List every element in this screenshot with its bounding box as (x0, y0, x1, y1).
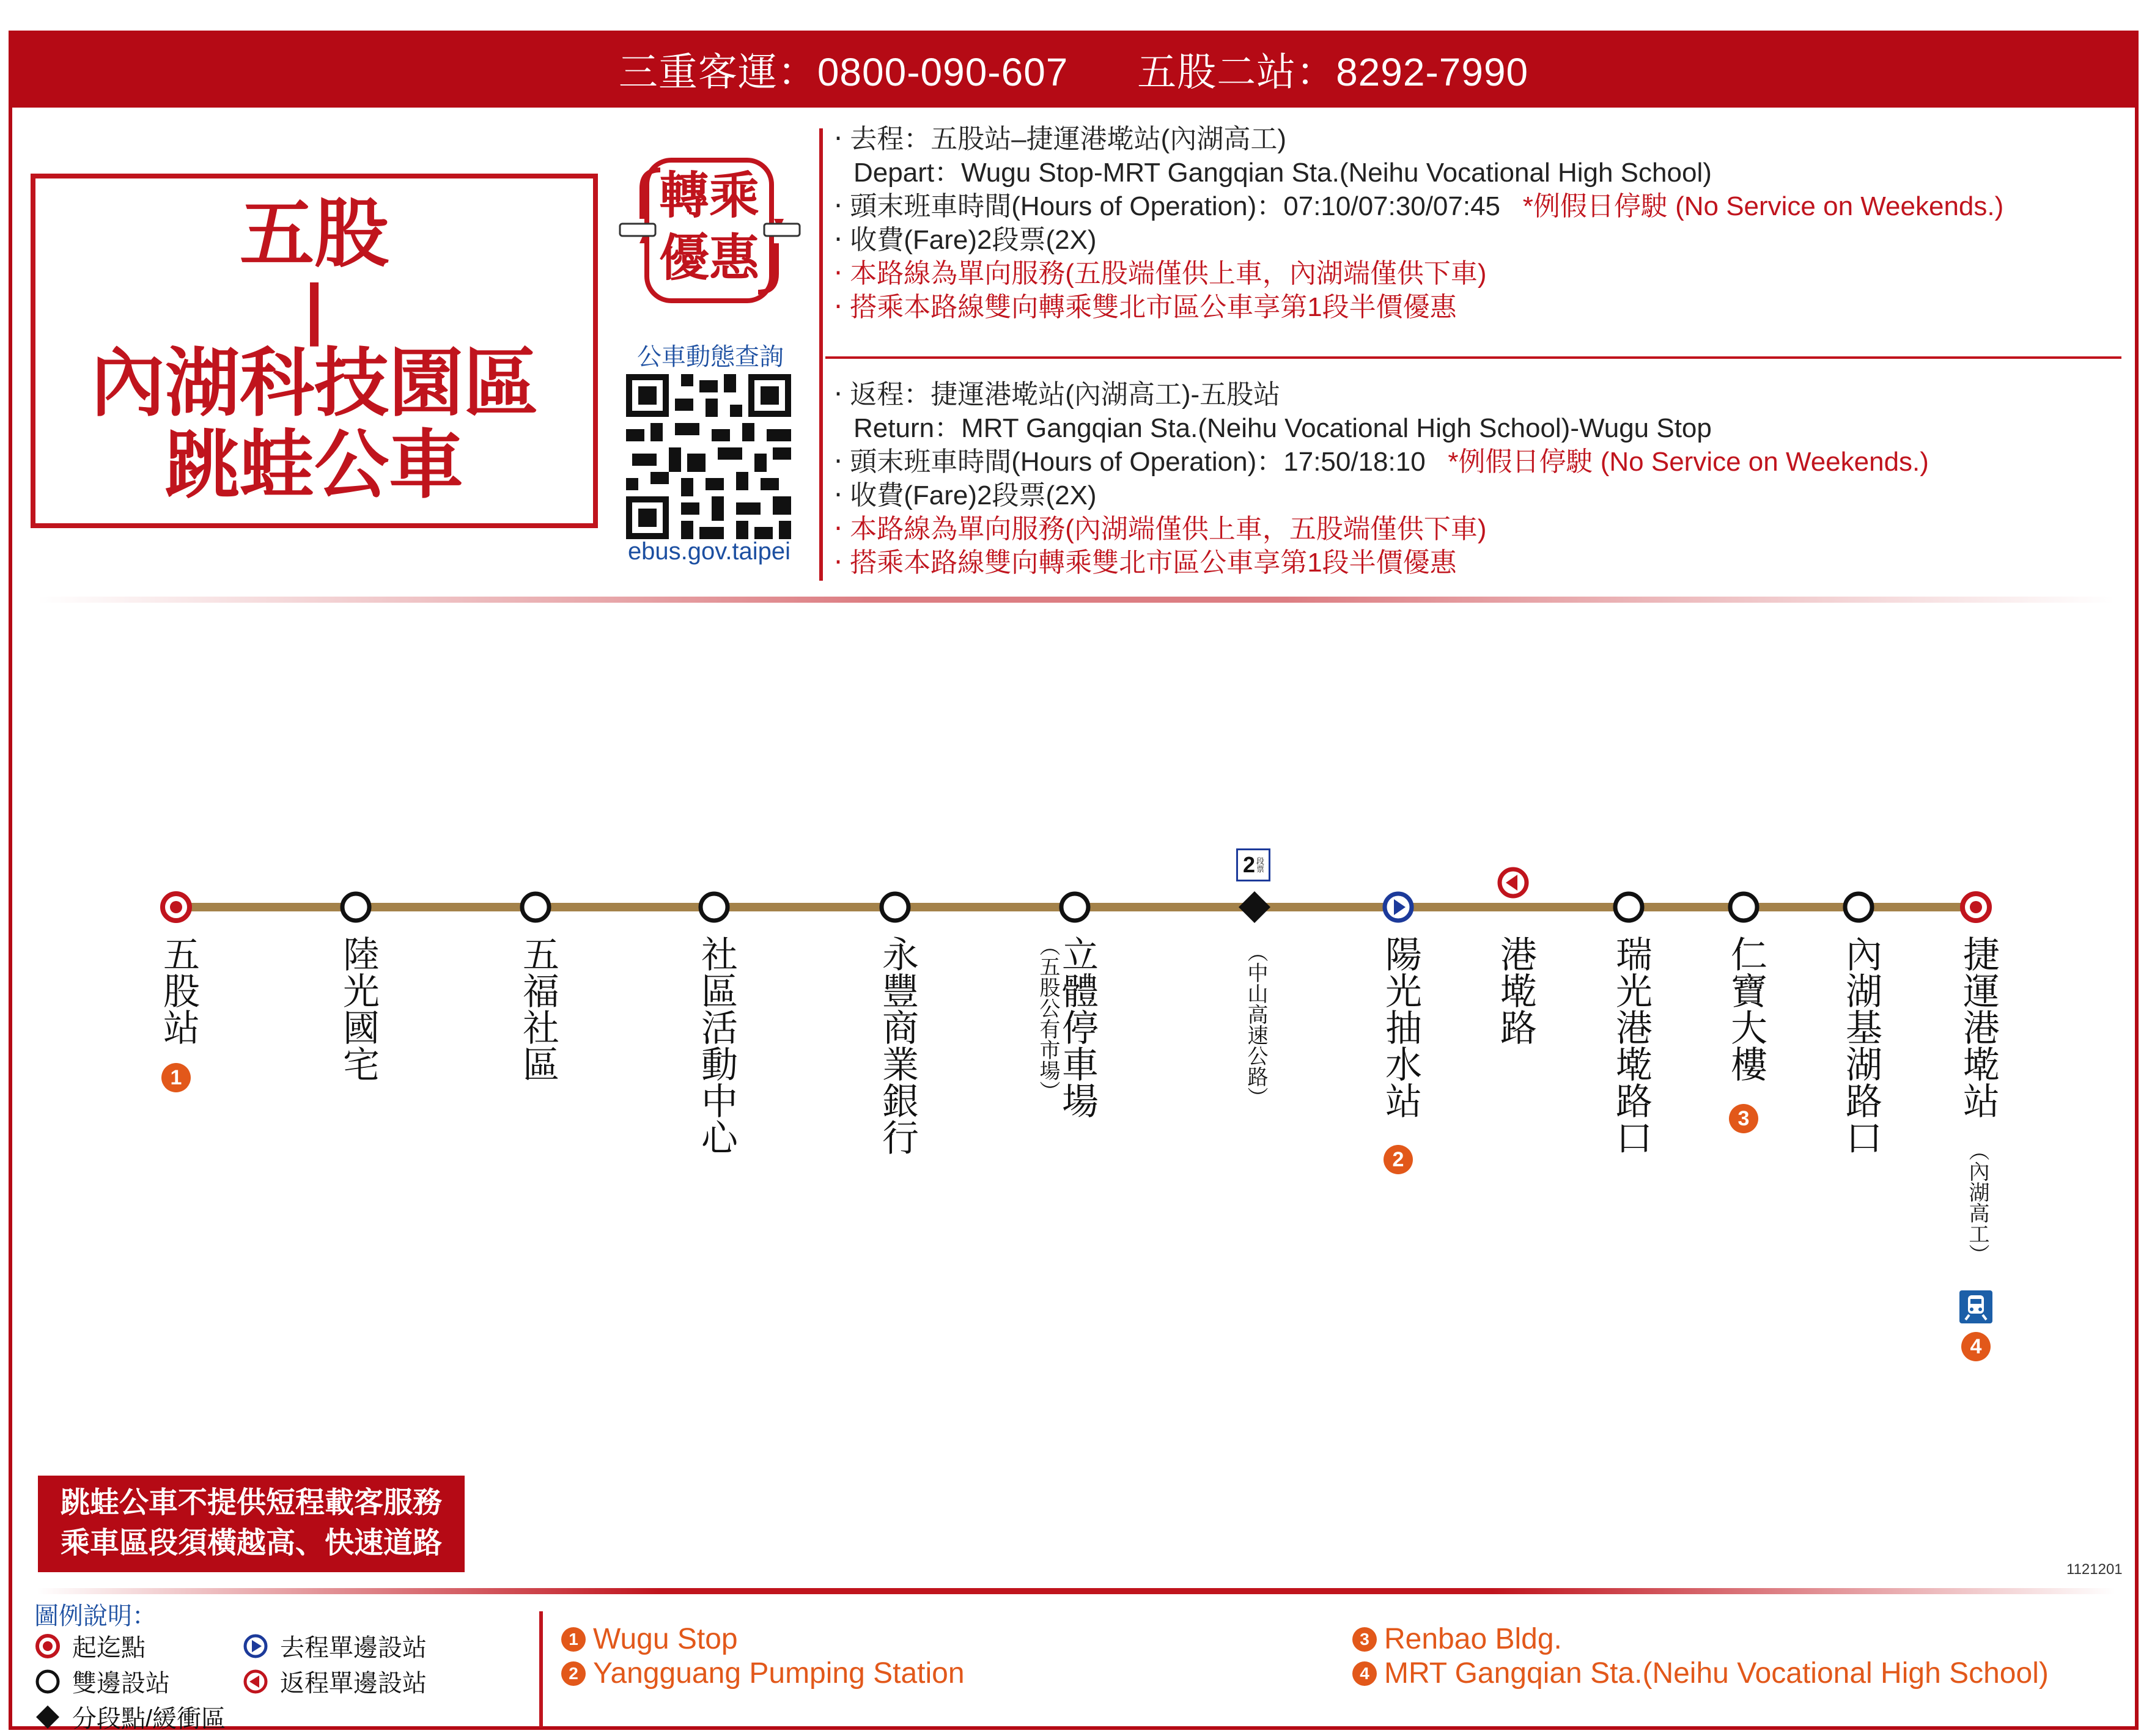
transfer-text-1: 轉乘 (658, 167, 760, 225)
english-stop-3 (1352, 1622, 1562, 1656)
map-code: 1121201 (2066, 1561, 2123, 1578)
return-route: ‧ 返程：捷運港墘站(內湖高工)-五股站 (834, 380, 1281, 410)
legend-return-label: 返程單邊設站 (280, 1670, 427, 1697)
qr-label: 公車動態查詢 (637, 344, 784, 370)
info-divider (819, 128, 823, 581)
depart-info (834, 122, 2003, 324)
legend-title: 圖例說明： (34, 1603, 157, 1630)
fare-section-badge (1236, 848, 1270, 881)
warning-line-2: 乘車區段須橫越高、快速道路 (60, 1527, 442, 1559)
transfer-discount-badge (617, 152, 801, 309)
title-origin: 五股 (240, 191, 389, 278)
depart-weekend-note: *例假日停駛 (No Service on Weekends.) (1522, 191, 2004, 221)
depart-transfer-note: ‧ 搭乘本路線雙向轉乘雙北市區公車享第1段半價優惠 (834, 292, 1457, 322)
outbound-stop-icon (242, 1633, 269, 1660)
header-divider (37, 597, 2115, 603)
section-point-icon (1236, 889, 1273, 925)
stop-number-badge: 1 (161, 1063, 191, 1092)
depart-one-way-note: ‧ 本路線為單向服務(五股端僅供上車，內湖端僅供下車) (834, 259, 1487, 289)
depart-fare: ‧ 收費(Fare)2段票(2X) (834, 225, 1097, 255)
station-phone: 五股二站：8292-7990 (1137, 50, 1529, 94)
route-title-box (31, 174, 598, 528)
stop-number-badge: 4 (1961, 1332, 1991, 1361)
title-destination: 內湖科技園區 (90, 340, 538, 427)
stop-name[interactable]: 永豐商業銀行 (876, 935, 919, 1155)
stop-name[interactable]: 港墘路 (1494, 935, 1537, 1045)
stop-number-1: 1 (561, 1627, 586, 1652)
depart-hours: ‧ 頭末班車時間(Hours of Operation)：07:10/07:30/07:45 (834, 191, 1501, 221)
two-way-stop-icon (1725, 889, 1762, 925)
legend-terminal-label: 起迄點 (72, 1635, 146, 1661)
stop-name[interactable]: 五股站 (157, 935, 200, 1045)
stop-name[interactable]: 立體停車場 (1056, 935, 1099, 1119)
terminal-stop-icon (158, 889, 194, 925)
stop-number-2: 2 (561, 1661, 586, 1686)
stop-subname: （內湖高工） (1966, 1140, 1989, 1265)
legend-outbound-label: 去程單邊設站 (280, 1635, 427, 1661)
transfer-text-2: 優惠 (658, 229, 760, 287)
return-weekend-note: *例假日停駛 (No Service on Weekends.) (1448, 447, 1929, 477)
metro-icon (1959, 1290, 1992, 1323)
warning-box (38, 1476, 465, 1572)
english-stop-2 (561, 1657, 965, 1690)
legend-both-label: 雙邊設站 (72, 1670, 170, 1697)
legend-section (34, 1699, 226, 1734)
two-way-stop-icon (1840, 889, 1877, 925)
terminal-stop-icon (1958, 889, 1994, 925)
contact-bar (9, 31, 2139, 108)
stop-number-badge: 3 (1729, 1104, 1758, 1133)
qr-code[interactable] (626, 374, 791, 539)
fare-section-text: 段票 (1255, 857, 1265, 873)
stop-name[interactable]: 仁寶大樓 (1725, 935, 1767, 1082)
english-name-2: Yangguang Pumping Station (593, 1657, 965, 1690)
legend-section-label: 分段點/緩衝區 (72, 1705, 226, 1732)
stop-name[interactable]: 陽光抽水站 (1379, 935, 1422, 1119)
return-one-way-note: ‧ 本路線為單向服務(內湖端僅供上車，五股端僅供下車) (834, 514, 1487, 544)
warning-line-1: 跳蛙公車不提供短程載客服務 (60, 1487, 442, 1519)
terminal-stop-icon (34, 1633, 61, 1660)
two-way-stop-icon (517, 889, 554, 925)
stop-name[interactable]: 五福社區 (517, 935, 559, 1082)
legend-divider (539, 1611, 543, 1727)
footer-divider (37, 1588, 2115, 1594)
english-name-1: Wugu Stop (593, 1623, 738, 1655)
english-name-3: Renbao Bldg. (1384, 1623, 1562, 1655)
english-stop-1 (561, 1622, 738, 1656)
legend-both (34, 1664, 170, 1699)
qr-url[interactable]: ebus.gov.taipei (627, 538, 791, 565)
stop-number-4: 4 (1352, 1661, 1377, 1686)
return-hours: ‧ 頭末班車時間(Hours of Operation)：17:50/18:10 (834, 447, 1426, 477)
stop-name[interactable]: 捷運港墘站 (1957, 935, 2000, 1119)
depart-route: ‧ 去程：五股站–捷運港墘站(內湖高工) (834, 124, 1286, 154)
company-phone: 三重客運：0800-090-607 (618, 50, 1069, 94)
return-stop-icon (1495, 864, 1531, 901)
depart-route-en: Depart：Wugu Stop-MRT Gangqian Sta.(Neihu Vocational High School) (853, 158, 1712, 188)
stop-number-3: 3 (1352, 1627, 1377, 1652)
stop-name[interactable]: 陸光國宅 (337, 935, 380, 1082)
return-info (834, 378, 1929, 579)
stop-number-badge: 2 (1384, 1145, 1413, 1174)
english-stop-4 (1352, 1657, 2049, 1690)
two-way-stop-icon (1056, 889, 1093, 925)
stop-name[interactable]: 社區活動中心 (695, 935, 738, 1155)
legend-terminal (34, 1628, 146, 1663)
section-point-icon (34, 1704, 61, 1730)
legend-return (242, 1664, 427, 1699)
english-name-4: MRT Gangqian Sta.(Neihu Vocational High School) (1384, 1657, 2049, 1690)
depart-return-divider (825, 356, 2121, 359)
two-way-stop-icon (337, 889, 374, 925)
two-way-stop-icon (696, 889, 732, 925)
return-route-en: Return：MRT Gangqian Sta.(Neihu Vocational High School)-Wugu Stop (853, 413, 1712, 443)
return-fare: ‧ 收費(Fare)2段票(2X) (834, 480, 1097, 510)
stop-name[interactable]: 瑞光港墘路口 (1610, 935, 1653, 1155)
outbound-stop-icon (1380, 889, 1417, 925)
stop-subname: （五股公有市場） (1036, 935, 1059, 1102)
fare-section-number: 2 (1242, 852, 1256, 877)
stop-subname: （中山高速公路） (1244, 941, 1267, 1108)
return-stop-icon (242, 1668, 269, 1695)
stop-name[interactable]: 內湖基湖路口 (1840, 935, 1882, 1155)
two-way-stop-icon (34, 1668, 61, 1695)
title-service: 跳蛙公車 (165, 422, 463, 509)
legend-outbound (242, 1628, 427, 1663)
two-way-stop-icon (1610, 889, 1647, 925)
return-transfer-note: ‧ 搭乘本路線雙向轉乘雙北市區公車享第1段半價優惠 (834, 548, 1457, 578)
two-way-stop-icon (877, 889, 913, 925)
title-separator: | (304, 271, 324, 346)
